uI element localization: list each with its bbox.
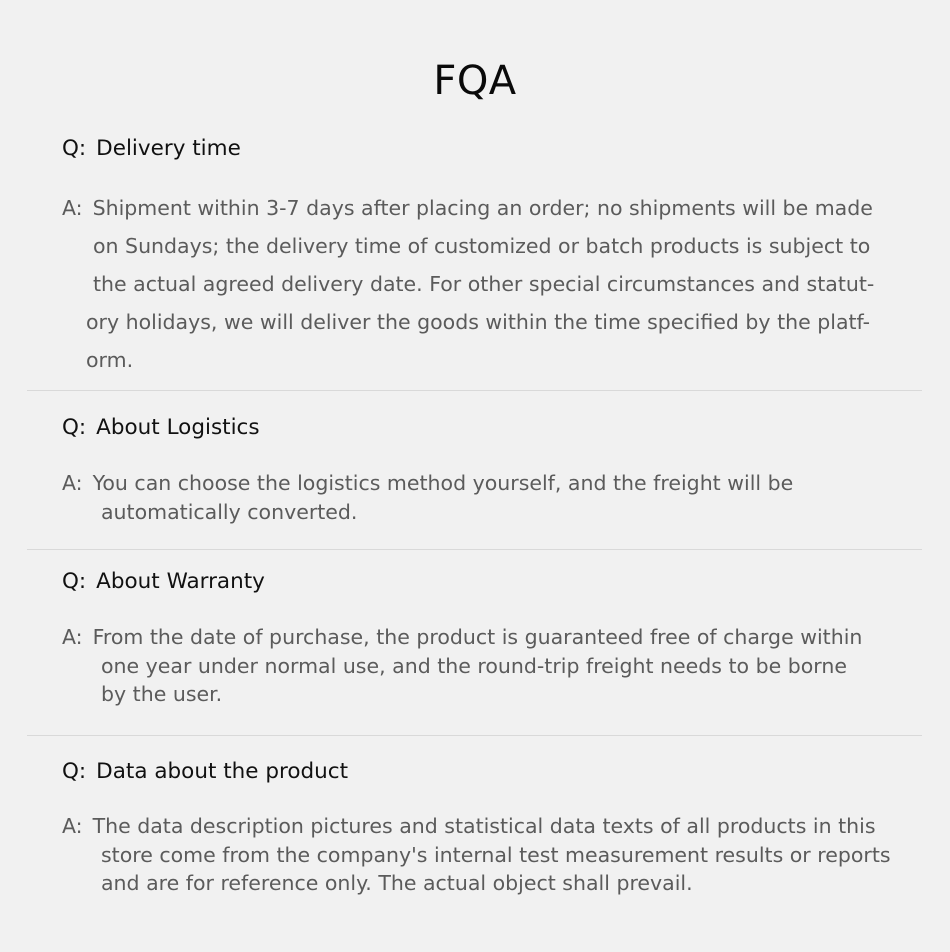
answer-line: on Sundays; the delivery time of customized or batch products is subject to: [93, 234, 871, 258]
faq-answer-delivery-time: [62, 189, 874, 379]
answer-prefix: A:: [62, 625, 83, 649]
question-prefix: Q:: [62, 759, 87, 784]
question-prefix: Q:: [62, 136, 87, 161]
faq-answer-data-about-product: [62, 812, 891, 898]
faq-question-delivery-time: [62, 136, 241, 161]
answer-line: A: The data description pictures and statistical data texts of all products in this: [62, 814, 876, 838]
answer-line: A: From the date of purchase, the product is guaranteed free of charge within: [62, 625, 863, 649]
section-divider: [27, 390, 922, 391]
faq-question-data-about-product: [62, 759, 348, 784]
question-prefix: Q:: [62, 569, 87, 594]
answer-line: automatically converted.: [101, 500, 358, 524]
answer-line: A: You can choose the logistics method yourself, and the freight will be: [62, 471, 794, 495]
question-text: Data about the product: [96, 759, 349, 784]
faq-answer-about-logistics: [62, 469, 793, 527]
answer-line: one year under normal use, and the round-trip freight needs to be borne: [101, 653, 847, 678]
answer-prefix: A:: [62, 471, 83, 495]
answer-line: orm.: [86, 348, 134, 372]
question-text: About Logistics: [96, 415, 260, 440]
section-divider: [27, 735, 922, 736]
answer-prefix: A:: [62, 196, 83, 220]
question-prefix: Q:: [62, 415, 87, 440]
question-text: About Warranty: [96, 569, 265, 594]
answer-line: store come from the company's internal test measurement results or reports: [101, 842, 891, 867]
page-title: FQA: [433, 58, 517, 104]
answer-line: by the user.: [101, 682, 223, 706]
faq-answer-about-warranty: [62, 623, 862, 709]
answer-line: A: Shipment within 3-7 days after placing an order; no shipments will be made: [62, 196, 873, 220]
question-text: Delivery time: [96, 136, 241, 161]
faq-question-about-warranty: [62, 569, 265, 594]
answer-line: ory holidays, we will deliver the goods within the time specified by the platf-: [86, 310, 871, 334]
section-divider: [27, 549, 922, 550]
answer-prefix: A:: [62, 814, 83, 838]
faq-question-about-logistics: [62, 415, 260, 440]
answer-line: and are for reference only. The actual object shall prevail.: [101, 871, 693, 895]
answer-line: the actual agreed delivery date. For other special circumstances and statut-: [93, 272, 875, 296]
